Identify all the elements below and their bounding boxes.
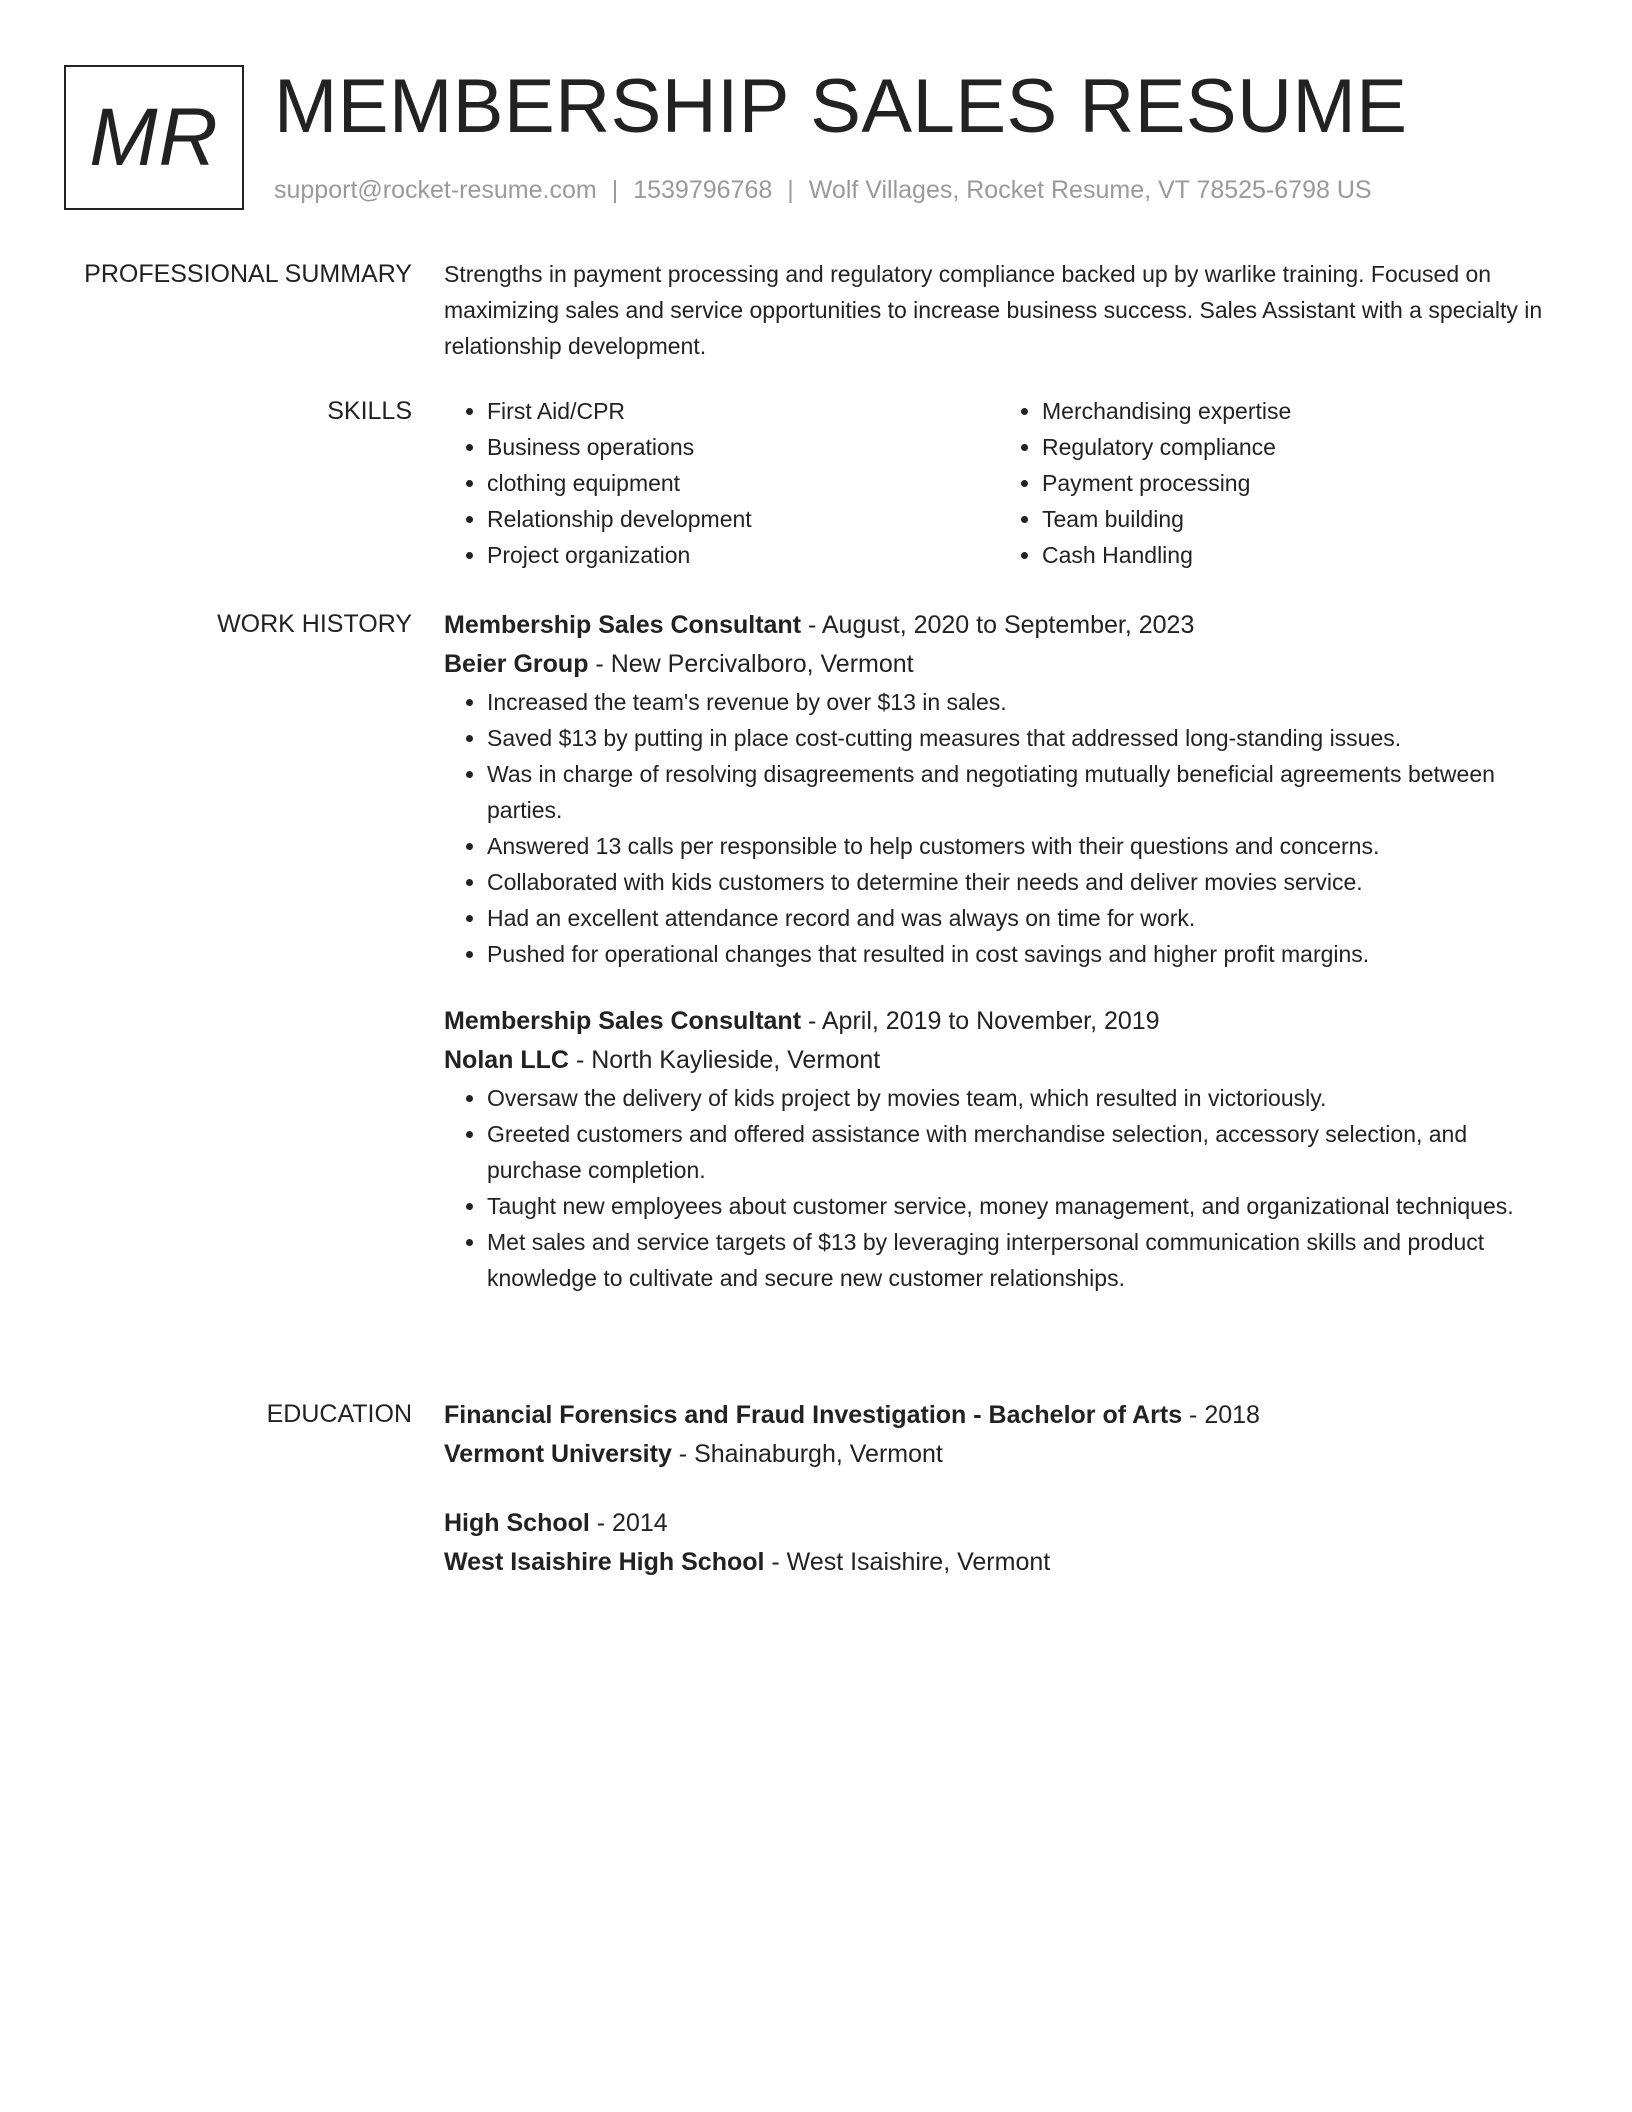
education-school: Vermont University [444,1440,672,1468]
skill-item: • Relationship development [487,501,999,537]
job-bullet: • Oversaw the delivery of kids project by movies team, which resulted in victoriously. [487,1080,1554,1116]
job-title-line [444,1002,1554,1041]
education-year: - 2014 [589,1509,668,1537]
job-bullet: • Answered 13 calls per responsible to help customers with their questions and concerns. [487,828,1554,864]
skill-item: • First Aid/CPR [487,393,999,429]
job-bullet: • Greeted customers and offered assistance with merchandise selection, accessory selection, and purchase completion. [487,1116,1554,1188]
job-entry [444,1002,1554,1296]
skill-item: • Team building [1042,501,1554,537]
job-company: Nolan LLC [444,1046,569,1074]
job-company: Beier Group [444,650,589,678]
monogram-logo: MR [64,65,244,210]
education-location: - West Isaishire, Vermont [764,1548,1051,1576]
education-year: - 2018 [1182,1401,1260,1429]
skills-list-left [444,393,999,573]
summary-body [444,256,1554,364]
section-label-skills: SKILLS [327,397,412,425]
job-title-line [444,606,1554,645]
contact-address: Wolf Villages, Rocket Resume, VT 78525-6798 US [808,176,1372,204]
education-school-line [444,1543,1554,1582]
contact-email[interactable]: support@rocket-resume.com [274,176,597,204]
contact-line [274,175,1372,205]
job-bullet: • Taught new employees about customer service, money management, and organizational techniques. [487,1188,1554,1224]
work-body [444,606,1554,1296]
skill-item: • Business operations [487,429,999,465]
education-degree: Financial Forensics and Fraud Investigation - Bachelor of Arts [444,1401,1183,1429]
education-body [444,1396,1554,1612]
skills-list-right [999,393,1554,573]
skill-item: • Project organization [487,537,999,573]
skill-item: • Regulatory compliance [1042,429,1554,465]
job-company-line [444,645,1554,684]
job-bullets [444,684,1554,972]
job-title: Membership Sales Consultant [444,611,802,639]
job-bullet: • Pushed for operational changes that resulted in cost savings and higher profit margins. [487,936,1554,972]
section-label-work: WORK HISTORY [217,610,412,638]
skill-item: • Payment processing [1042,465,1554,501]
contact-phone[interactable]: 1539796768 [633,176,773,204]
skill-item: • clothing equipment [487,465,999,501]
education-degree: High School [444,1509,590,1537]
contact-separator: | [611,176,619,204]
summary-text: Strengths in payment processing and regulatory compliance backed up by warlike training. Focused on maximizing sales and service opportunities to increase business success. Sales Assistant with a specialty in relationship development. [444,261,1543,359]
contact-separator: | [787,176,794,204]
job-bullet: • Increased the team's revenue by over $13 in sales. [487,684,1554,720]
job-title: Membership Sales Consultant [444,1007,802,1035]
job-dates: - April, 2019 to November, 2019 [801,1007,1160,1035]
education-degree-line [444,1396,1554,1435]
job-entry [444,606,1554,972]
job-bullet: • Met sales and service targets of $13 by leveraging interpersonal communication skills and product knowledge to cultivate and secure new customer relationships. [487,1224,1554,1296]
education-school-line [444,1435,1554,1474]
job-bullet: • Had an excellent attendance record and was always on time for work. [487,900,1554,936]
job-dates: - August, 2020 to September, 2023 [801,611,1195,639]
education-school: West Isaishire High School [444,1548,765,1576]
job-bullet: • Was in charge of resolving disagreements and negotiating mutually beneficial agreements between parties. [487,756,1554,828]
skills-body [444,393,1554,573]
education-degree-line [444,1504,1554,1543]
job-bullets [444,1080,1554,1296]
skill-item: • Cash Handling [1042,537,1554,573]
section-label-summary: PROFESSIONAL SUMMARY [84,260,412,288]
job-location: - North Kaylieside, Vermont [569,1046,881,1074]
education-entry [444,1504,1554,1582]
page-title: MEMBERSHIP SALES RESUME [274,64,1408,149]
section-label-education: EDUCATION [266,1400,412,1428]
education-location: - Shainaburgh, Vermont [671,1440,943,1468]
job-bullet: • Collaborated with kids customers to determine their needs and deliver movies service. [487,864,1554,900]
job-company-line [444,1041,1554,1080]
job-location: - New Percivalboro, Vermont [588,650,914,678]
resume-header [64,65,1584,210]
skill-item: • Merchandising expertise [1042,393,1554,429]
job-bullet: • Saved $13 by putting in place cost-cutting measures that addressed long-standing issues. [487,720,1554,756]
education-entry [444,1396,1554,1474]
